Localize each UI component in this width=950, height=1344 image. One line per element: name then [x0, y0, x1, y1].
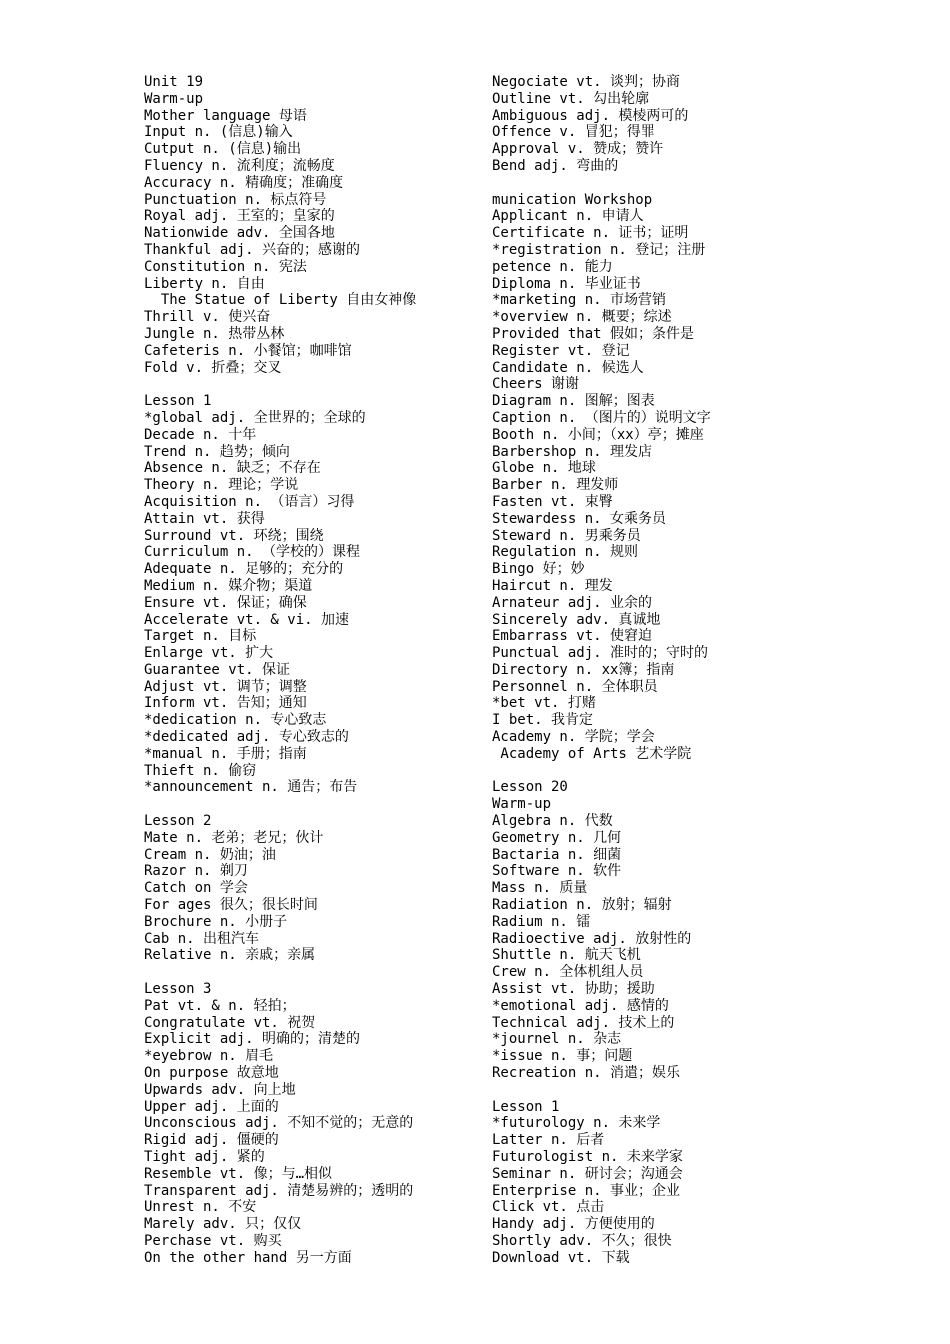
- vocab-entry: *announcement n. 通告；布告: [144, 779, 358, 796]
- vocab-entry: Tight adj. 紧的: [144, 1149, 265, 1165]
- vocab-entry: Radioective adj. 放射性的: [492, 930, 692, 947]
- vocab-entry: Medium n. 媒介物；渠道: [144, 577, 313, 594]
- vocab-entry: On the other hand 另一方面: [144, 1249, 352, 1266]
- vocab-entry: Haircut n. 理发: [492, 577, 613, 594]
- vocab-entry: Globe n. 地球: [492, 460, 596, 477]
- vocab-entry: Recreation n. 消遣；娱乐: [492, 1065, 681, 1082]
- vocab-entry: Enlarge vt. 扩大: [144, 645, 274, 662]
- vocabulary-column-right: [492, 74, 822, 1267]
- vocab-entry: Brochure n. 小册子: [144, 913, 288, 930]
- vocab-entry: Booth n. 小间；（xx）亭；摊座: [492, 426, 704, 443]
- vocab-entry: Bend adj. 弯曲的: [492, 157, 619, 174]
- vocab-entry: Negociate vt. 谈判；协商: [492, 74, 681, 90]
- vocab-entry: Personnel n. 全体职员: [492, 678, 658, 695]
- vocab-entry: Unrest n. 不安: [144, 1199, 257, 1216]
- vocab-entry: Sincerely adv. 真诚地: [492, 611, 661, 628]
- vocab-entry: *bet vt. 打赌: [492, 695, 596, 712]
- vocab-entry: Outline vt. 勾出轮廓: [492, 90, 650, 107]
- vocab-entry: Thankful adj. 兴奋的；感谢的: [144, 241, 361, 258]
- vocab-entry: The Statue of Liberty 自由女神像: [144, 292, 417, 309]
- vocab-entry: *overview n. 概要；综述: [492, 309, 672, 326]
- vocab-entry: Pat vt. & n. 轻拍；: [144, 997, 296, 1014]
- vocab-entry: Theory n. 理论；学说: [144, 477, 299, 494]
- vocab-entry: Bactaria n. 细菌: [492, 846, 622, 863]
- vocab-entry: Curriculum n. （学校的）课程: [144, 544, 361, 561]
- vocab-entry: Upwards adv. 向上地: [144, 1081, 296, 1098]
- vocab-entry: Surround vt. 环绕；围绕: [144, 527, 324, 544]
- vocab-entry: Cutput n. (信息)输出: [144, 141, 302, 158]
- vocab-entry: Diagram n. 图解；图表: [492, 393, 655, 410]
- vocab-entry: Barbershop n. 理发店: [492, 443, 653, 460]
- vocab-entry: Catch on 学会: [144, 880, 248, 897]
- vocab-entry: Decade n. 十年: [144, 426, 257, 443]
- section-heading: Lesson 3: [144, 981, 212, 998]
- blank-line: [492, 1082, 822, 1099]
- blank-line: [144, 376, 474, 393]
- blank-line: [492, 763, 822, 780]
- vocab-entry: Congratulate vt. 祝贺: [144, 1014, 316, 1031]
- vocab-entry: Arnateur adj. 业余的: [492, 594, 653, 611]
- vocab-entry: Academy n. 学院；学会: [492, 729, 655, 746]
- vocab-entry: Relative n. 亲戚；亲属: [144, 947, 316, 964]
- vocab-entry: Ambiguous adj. 模棱两可的: [492, 107, 689, 124]
- vocab-entry: Candidate n. 候选人: [492, 359, 644, 376]
- vocab-entry: Directory n. xx簿；指南: [492, 661, 675, 678]
- vocab-entry: Input n. (信息)输入: [144, 124, 293, 141]
- vocab-entry: Barber n. 理发师: [492, 477, 619, 494]
- vocab-entry: *registration n. 登记；注册: [492, 241, 706, 258]
- vocab-entry: Fluency n. 流利度；流畅度: [144, 157, 335, 174]
- vocab-entry: Accelerate vt. & vi. 加速: [144, 611, 350, 628]
- section-heading: Lesson 1: [144, 393, 212, 410]
- vocab-entry: *global adj. 全世界的；全球的: [144, 409, 366, 426]
- vocabulary-column-left: [144, 74, 474, 1267]
- vocab-entry: Adequate n. 足够的；充分的: [144, 561, 344, 578]
- vocab-entry: Cafeteris n. 小餐馆；咖啡馆: [144, 342, 352, 359]
- vocab-entry: Thrill v. 使兴奋: [144, 309, 271, 326]
- vocab-entry: Cab n. 出租汽车: [144, 930, 260, 947]
- vocab-entry: Cheers 谢谢: [492, 376, 580, 393]
- vocab-entry: Accuracy n. 精确度；准确度: [144, 174, 344, 191]
- vocab-entry: Download vt. 下载: [492, 1249, 630, 1266]
- vocab-entry: Shuttle n. 航天飞机: [492, 947, 641, 964]
- vocab-entry: Constitution n. 宪法: [144, 258, 307, 275]
- vocab-entry: Embarrass vt. 使窘迫: [492, 628, 653, 645]
- vocab-entry: Perchase vt. 购买: [144, 1232, 282, 1249]
- vocab-entry: Fold v. 折叠；交叉: [144, 359, 282, 376]
- vocab-entry: Adjust vt. 调节；调整: [144, 678, 307, 695]
- vocab-entry: Absence n. 缺乏；不存在: [144, 460, 321, 477]
- vocab-entry: Crew n. 全体机组人员: [492, 964, 644, 981]
- section-heading: Lesson 1: [492, 1098, 560, 1115]
- blank-line: [144, 796, 474, 813]
- vocab-entry: Nationwide adv. 全国各地: [144, 225, 335, 242]
- vocab-entry: Target n. 目标: [144, 628, 257, 645]
- vocab-entry: *futurology n. 未来学: [492, 1115, 661, 1132]
- vocab-entry: Stewardess n. 女乘务员: [492, 510, 667, 527]
- vocab-entry: Rigid adj. 僵硬的: [144, 1132, 279, 1149]
- vocab-entry: Assist vt. 协助；援助: [492, 981, 655, 998]
- vocab-entry: *emotional adj. 感情的: [492, 997, 669, 1014]
- vocab-entry: Punctuation n. 标点符号: [144, 191, 327, 208]
- vocab-entry: Mass n. 质量: [492, 880, 588, 897]
- vocab-entry: Algebra n. 代数: [492, 813, 613, 830]
- vocab-entry: Thieft n. 偷窃: [144, 762, 257, 779]
- vocab-entry: Explicit adj. 明确的；清楚的: [144, 1031, 361, 1048]
- vocab-entry: Fasten vt. 束臀: [492, 493, 613, 510]
- vocab-entry: Approval v. 赞成；赞许: [492, 141, 664, 158]
- section-heading: Lesson 20: [492, 779, 568, 796]
- vocab-entry: *dedication n. 专心致志: [144, 712, 327, 729]
- vocab-entry: Academy of Arts 艺术学院: [492, 745, 692, 762]
- subsection-heading: Warm-up: [144, 90, 204, 107]
- vocab-entry: Technical adj. 技术上的: [492, 1014, 675, 1031]
- vocab-entry: I bet. 我肯定: [492, 712, 594, 729]
- vocab-entry: For ages 很久；很长时间: [144, 897, 318, 914]
- vocab-entry: *dedicated adj. 专心致志的: [144, 729, 349, 746]
- vocab-entry: Caption n. （图片的）说明文字: [492, 409, 711, 426]
- vocab-entry: On purpose 故意地: [144, 1065, 279, 1082]
- vocab-entry: Acquisition n. （语言）习得: [144, 493, 355, 510]
- vocab-entry: Attain vt. 获得: [144, 510, 265, 527]
- vocab-entry: Cream n. 奶油；油: [144, 846, 276, 863]
- vocab-entry: *journel n. 杂志: [492, 1031, 622, 1048]
- vocab-entry: Handy adj. 方便使用的: [492, 1216, 655, 1233]
- vocab-entry: *issue n. 事；问题: [492, 1048, 633, 1065]
- vocab-entry: Mother language 母语: [144, 107, 307, 124]
- vocab-entry: Bingo 好；妙: [492, 561, 585, 578]
- vocab-entry: Razor n. 剃刀: [144, 863, 248, 880]
- vocab-entry: Resemble vt. 像；与…相似: [144, 1165, 333, 1182]
- vocab-entry: Latter n. 后者: [492, 1132, 605, 1149]
- vocab-entry: Register vt. 登记: [492, 342, 630, 359]
- vocab-entry: Offence v. 冒犯；得罪: [492, 124, 655, 141]
- vocab-entry: Trend n. 趋势；倾向: [144, 443, 290, 460]
- vocab-entry: Certificate n. 证书；证明: [492, 225, 689, 242]
- vocab-entry: Liberty n. 自由: [144, 275, 265, 292]
- vocab-entry: Unconscious adj. 不知不觉的；无意的: [144, 1115, 414, 1132]
- vocab-entry: Seminar n. 研讨会；沟通会: [492, 1165, 683, 1182]
- vocab-entry: *eyebrow n. 眉毛: [144, 1048, 274, 1065]
- vocab-entry: Futurologist n. 未来学家: [492, 1149, 683, 1165]
- vocab-entry: *manual n. 手册；指南: [144, 745, 307, 762]
- vocab-entry: Ensure vt. 保证；确保: [144, 594, 307, 611]
- vocab-entry: Shortly adv. 不久；很快: [492, 1232, 672, 1249]
- vocab-entry: Steward n. 男乘务员: [492, 527, 641, 544]
- vocab-entry: Provided that 假如；条件是: [492, 325, 695, 342]
- vocab-entry: Upper adj. 上面的: [144, 1098, 279, 1115]
- vocab-entry: Mate n. 老弟；老兄；伙计: [144, 829, 324, 846]
- vocab-entry: Regulation n. 规则: [492, 544, 639, 561]
- vocab-entry: Royal adj. 王室的；皇家的: [144, 208, 335, 225]
- vocab-entry: Punctual adj. 准时的；守时的: [492, 645, 709, 662]
- subsection-heading: Warm-up: [492, 796, 552, 813]
- vocab-entry: Guarantee vt. 保证: [144, 661, 291, 678]
- vocab-entry: Applicant n. 申请人: [492, 208, 644, 225]
- vocab-entry: *marketing n. 市场营销: [492, 292, 667, 309]
- vocab-entry: Diploma n. 毕业证书: [492, 275, 641, 292]
- vocab-entry: petence n. 能力: [492, 258, 613, 275]
- blank-line: [492, 175, 822, 192]
- vocab-entry: Click vt. 点击: [492, 1199, 605, 1216]
- subsection-heading: munication Workshop: [492, 191, 653, 208]
- vocab-entry: Marely adv. 只；仅仅: [144, 1216, 302, 1233]
- vocab-entry: Inform vt. 告知；通知: [144, 695, 307, 712]
- vocab-entry: Jungle n. 热带丛林: [144, 325, 285, 342]
- section-heading: Unit 19: [144, 74, 204, 90]
- vocab-entry: Radium n. 镭: [492, 913, 591, 930]
- vocab-entry: Enterprise n. 事业；企业: [492, 1182, 681, 1199]
- vocab-entry: Geometry n. 几何: [492, 829, 622, 846]
- vocab-entry: Software n. 软件: [492, 863, 622, 880]
- vocab-entry: Radiation n. 放射；辐射: [492, 897, 672, 914]
- section-heading: Lesson 2: [144, 813, 212, 830]
- vocab-entry: Transparent adj. 清楚易辨的；透明的: [144, 1182, 414, 1199]
- blank-line: [144, 964, 474, 981]
